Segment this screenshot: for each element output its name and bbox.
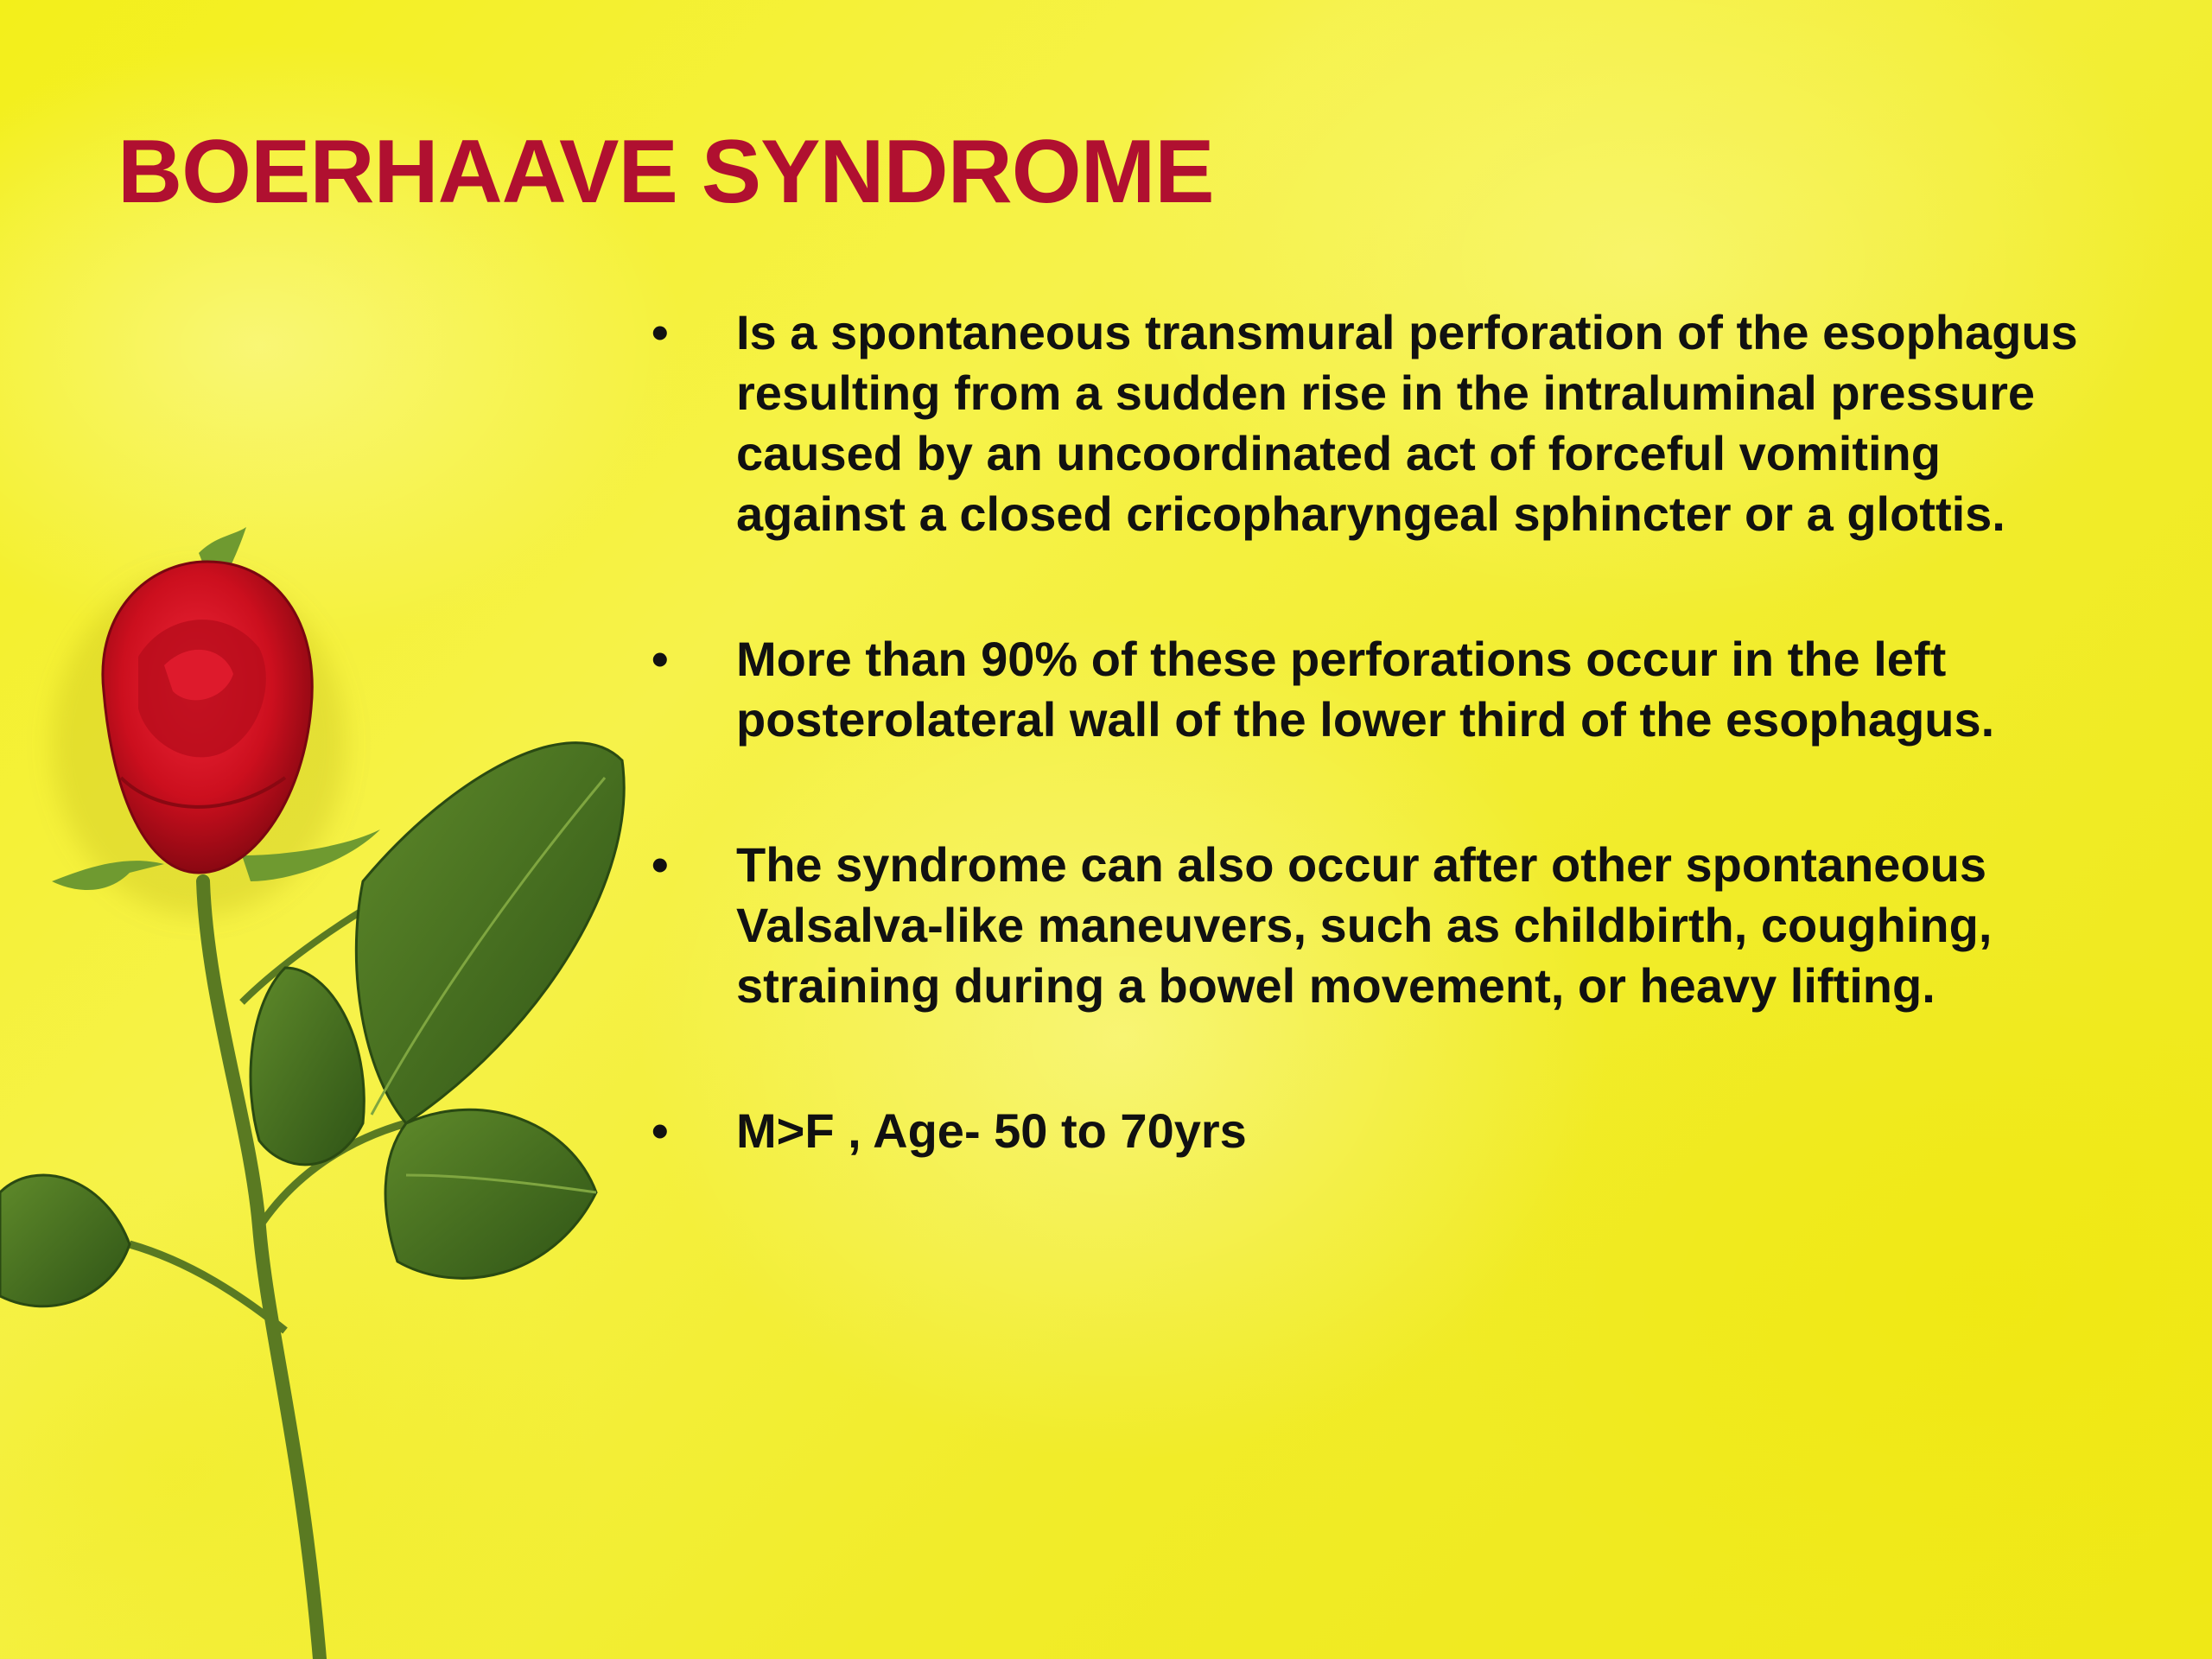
- rose-illustration: [0, 518, 657, 1659]
- bullet-marker: •: [652, 1103, 669, 1158]
- bullet-marker: •: [652, 305, 669, 359]
- bullet-text: Is a spontaneous transmural perforation of the esophagus resulting from a sudden rise in the intraluminal pressure caused by an uncoordinated act of forceful vomiting against a closed cricopharyngeal sphincter or a glottis.: [736, 305, 2078, 541]
- bullet-marker: •: [652, 837, 669, 892]
- bullet-marker: •: [652, 632, 669, 686]
- bullet-item-location: [648, 629, 2082, 750]
- bullet-text: The syndrome can also occur after other spontaneous Valsalva-like maneuvers, such as childbirth, coughing, straining during a bowel movement, or heavy lifting.: [736, 837, 1993, 1013]
- bullet-text: M>F , Age- 50 to 70yrs: [736, 1103, 1247, 1158]
- bullet-list: [648, 302, 2082, 1161]
- bullet-item-demographics: [648, 1101, 2082, 1161]
- bullet-text: More than 90% of these perforations occur in the left posterolateral wall of the lower third of the esophagus.: [736, 632, 1995, 747]
- slide-title: BOERHAAVE SYNDROME: [118, 122, 1214, 222]
- bullet-item-definition: [648, 302, 2082, 544]
- bullet-item-other-causes: [648, 835, 2082, 1016]
